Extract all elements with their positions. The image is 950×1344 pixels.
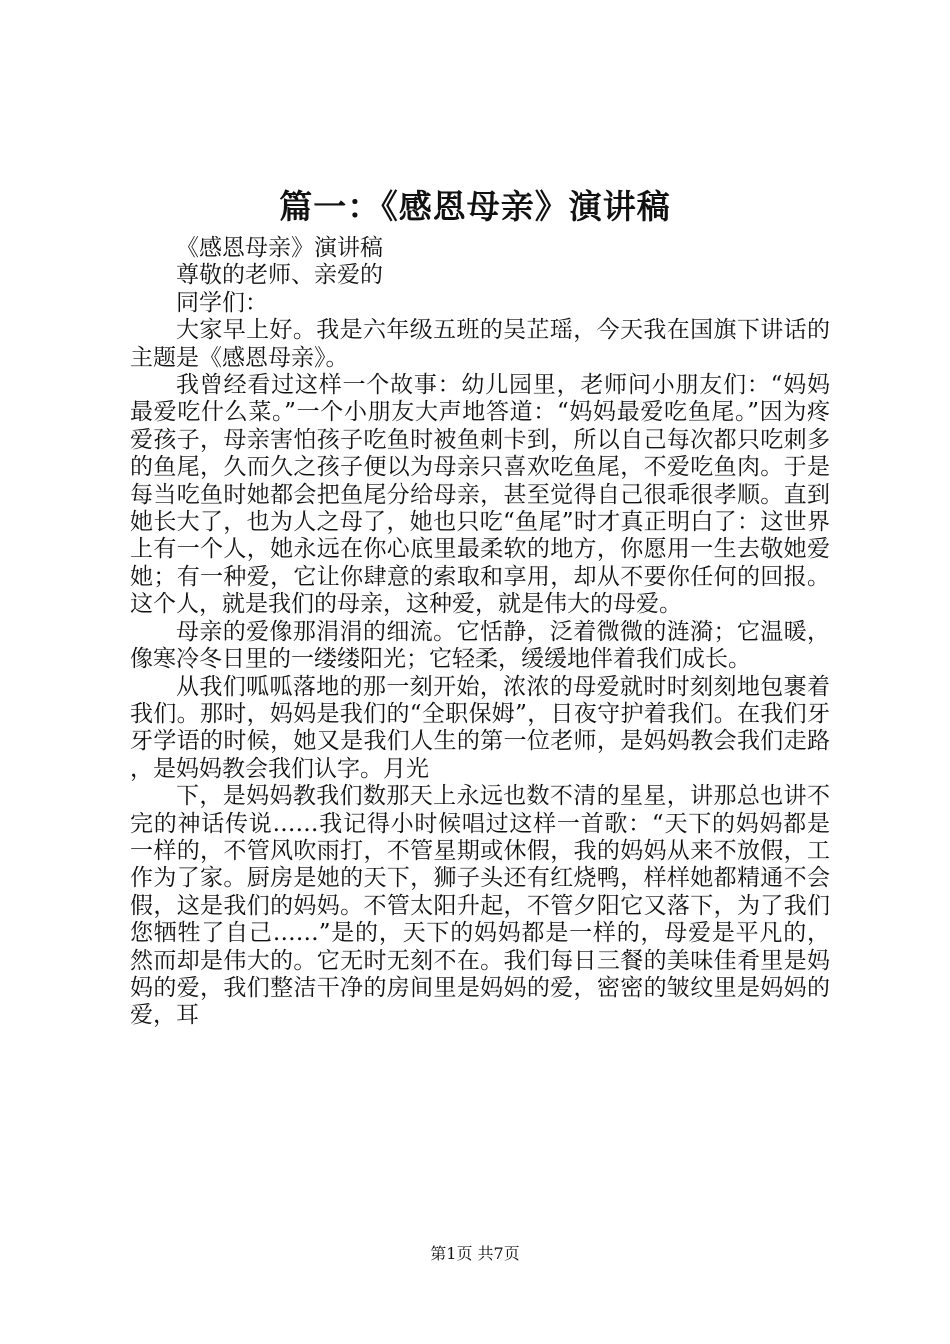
paragraph-story: 我曾经看过这样一个故事：幼儿园里，老师问小朋友们：“妈妈最爱吃什么菜。”一个小朋友大声地答道：“妈妈最爱吃鱼尾。”因为疼爱孩子，母亲害怕孩子吃鱼时被鱼刺卡到，所以自己每次都只吃刺多的鱼尾，久而久之孩子便以为母亲只喜欢吃鱼尾，不爱吃鱼肉。于是每当吃鱼时她都会把鱼尾分给母亲，甚至觉得自己很乖很孝顺。直到她长大了，也为人之母了，她也只吃“鱼尾”时才真正明白了：这世界上有一个人，她永远在你心底里最柔软的地方，你愿用一生去敬她爱她；有一种爱，它让你肆意的索取和享用，却从不要你任何的回报。这个人，就是我们的母亲，这种爱，就是伟大的母爱。 [130,372,830,618]
paragraph-song: 下，是妈妈教我们数那天上永远也数不清的星星，讲那总也讲不完的神话传说……我记得小时候唱过这样一首歌：“天下的妈妈都是一样的，不管风吹雨打，不管星期或休假，我的妈妈从来不放假，工作为了家。厨房是她的天下，狮子头还有红烧鸭，样样她都精通不会假，这是我们的妈妈。不管太阳升起，不管夕阳它又落下，为了我们您牺牲了自己……”是的，天下的妈妈都是一样的，母爱是平凡的，然而却是伟大的。它无时无刻不在。我们每日三餐的美味佳肴里是妈妈的爱，我们整洁干净的房间里是妈妈的爱，密密的皱纹里是妈妈的爱，耳 [130,783,830,1029]
paragraph-childhood: 从我们呱呱落地的那一刻开始，浓浓的母爱就时时刻刻地包裹着我们。那时，妈妈是我们的“全职保姆”，日夜守护着我们。在我们牙牙学语的时候，她又是我们人生的第一位老师，是妈妈教会我们走路，是妈妈教会我们认字。月光 [130,673,830,782]
paragraph-salutation-2: 同学们： [176,289,268,316]
document-body [130,235,830,1030]
paragraph-speech-title: 《感恩母亲》演讲稿 [176,235,383,261]
paragraph-salutation-1: 尊敬的老师、亲爱的 [176,262,383,289]
page-number-footer: 第1页 共7页 [430,1244,520,1263]
paragraph-greeting: 大家早上好。我是六年级五班的吴芷瑶，今天我在国旗下讲话的主题是《感恩母亲》。 [130,317,830,371]
paragraph-stream: 母亲的爱像那涓涓的细流。它恬静，泛着微微的涟漪；它温暖，像寒冷冬日里的一缕缕阳光；它轻柔，缓缓地伴着我们成长。 [130,618,830,673]
document-title: 篇一：《感恩母亲》演讲稿 [279,187,671,226]
